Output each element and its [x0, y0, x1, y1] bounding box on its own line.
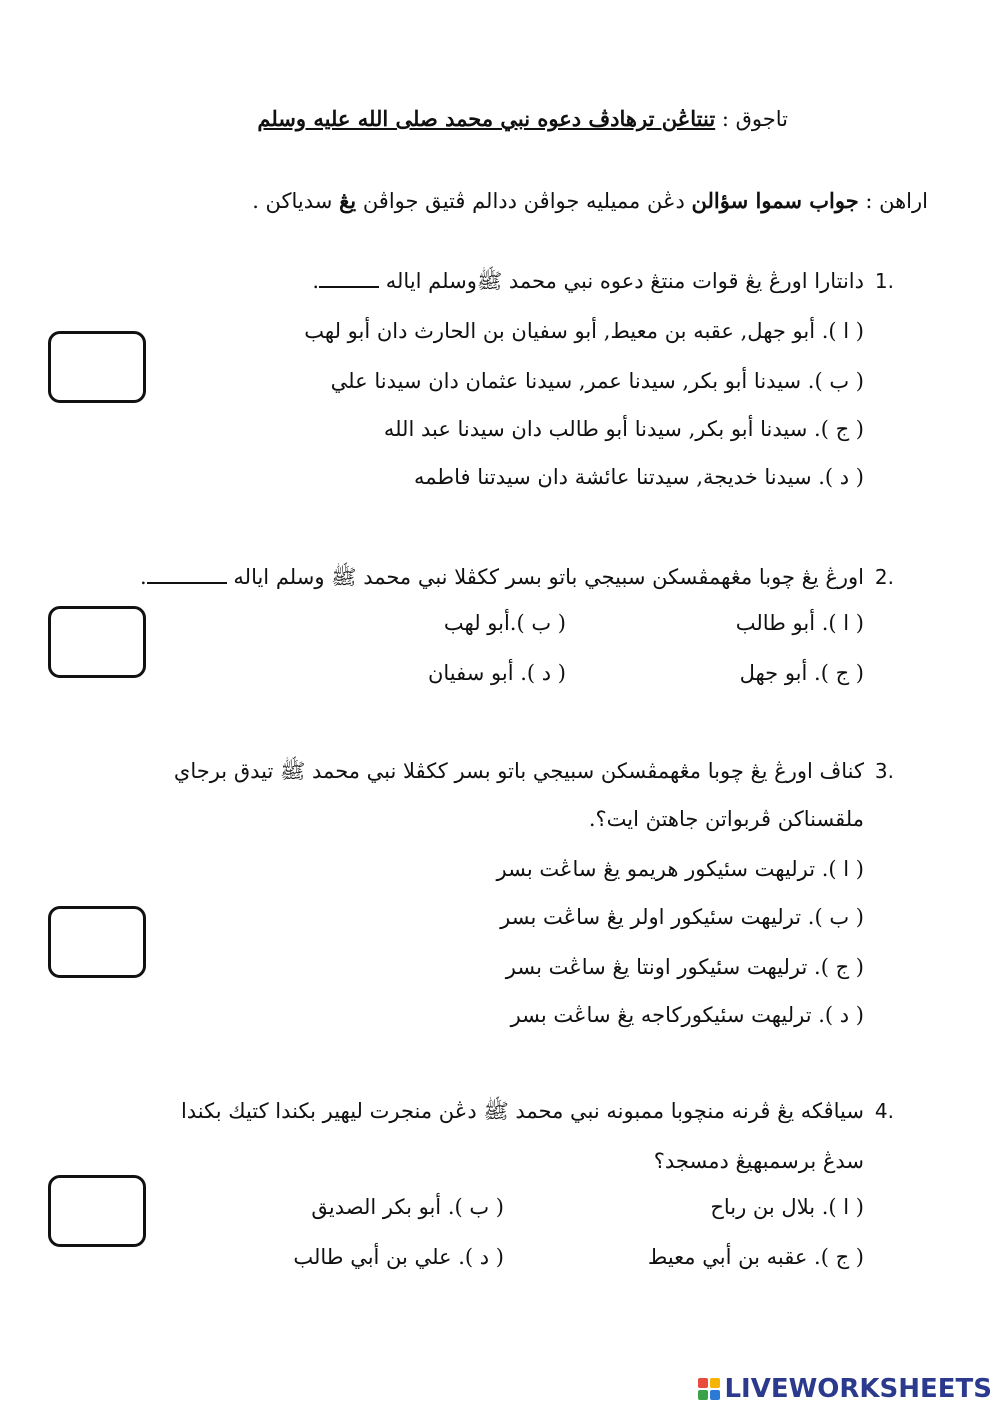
question-2-blank [147, 562, 227, 584]
question-1-option-d: ( د ). سيدنا خديجة, سيدتنا عائشة دان سيدتنا فاطمه [413, 465, 864, 489]
question-4-option-d: ( د ). علي بن أبي طالب [293, 1245, 504, 1269]
logo-text: LIVEWORKSHEETS [724, 1374, 992, 1404]
question-4-option-a: ( ا ). بلال بن رباح [710, 1195, 864, 1219]
page-title [257, 104, 788, 134]
question-3-option-d: ( د ). ترليهت سئيكوركاجه يڠ ساڠت بسر [510, 1003, 864, 1027]
question-2-option-a: ( ا ). أبو طالب [735, 611, 864, 635]
question-1-stem: دانتارا اورڠ يڠ قوات منتڠ دعوه نبي محمد ﷺوسلم اياله [385, 269, 864, 293]
question-1-option-b: ( ب ). سيدنا أبو بكر, سيدنا عمر, سيدنا عثمان دان سيدنا علي [330, 369, 864, 393]
question-4-number: 4. [874, 1099, 894, 1123]
question-3-option-b: ( ب ). ترليهت سئيكور اولر يڠ ساڠت بسر [500, 905, 864, 929]
instruction-rest: دڠن مميليه جواڤن ددالم ڤتيق جواڤن [362, 189, 685, 213]
question-3-option-c: ( ج ). ترليهت سئيكور اونتا يڠ ساڠت بسر [505, 955, 864, 979]
question-1-option-a: ( ا ). أبو جهل, عقبه بن معيط, أبو سفيان بن الحارث دان أبو لهب [304, 319, 864, 343]
title-prefix: تاجوق : [721, 107, 788, 131]
question-1-option-c: ( ج ). سيدنا أبو بكر, سيدنا أبو طالب دان سيدنا عبد الله [383, 417, 864, 441]
question-2-option-c: ( ج ). أبو جهل [739, 661, 864, 685]
liveworksheets-logo [698, 1373, 992, 1405]
question-3-option-a: ( ا ). ترليهت سئيكور هريمو يڠ ساڠت بسر [496, 857, 864, 881]
instruction-end: سدياكن . [252, 189, 333, 213]
question-4-option-c: ( ج ). عقبه بن أبي معيط [647, 1245, 864, 1269]
title-text: تنتاڠن ترهادڤ دعوه نبي محمد صلى الله عليه وسلم [257, 106, 716, 131]
question-1-text [312, 266, 864, 296]
question-2-number: 2. [874, 565, 894, 589]
question-2-option-b: ( ب ).أبو لهب [443, 611, 566, 635]
question-3-number: 3. [874, 759, 894, 783]
instruction-bold2: يڠ [339, 188, 357, 213]
instruction-bold: جواب سموا سؤالن [691, 188, 859, 213]
question-1-number: 1. [874, 269, 894, 293]
question-1-answer-box[interactable] [48, 331, 146, 403]
question-4-option-b: ( ب ). أبو بكر الصديق [311, 1195, 504, 1219]
question-1-blank [319, 266, 379, 288]
question-3-answer-box[interactable] [48, 906, 146, 978]
question-2-answer-box[interactable] [48, 606, 146, 678]
question-2-end: . [140, 565, 147, 589]
question-2-text [140, 562, 864, 592]
question-2-option-d: ( د ). أبو سفيان [427, 661, 566, 685]
question-4-text-line-2: سدڠ برسمبهيڠ دمسجد؟ [653, 1149, 864, 1173]
liveworksheets-mark-icon [698, 1378, 720, 1400]
instruction-prefix: اراهن : [865, 189, 928, 213]
question-2-stem: اورڠ يڠ چوبا مڠهمڤسكن سبيجي باتو بسر ككڤلا نبي محمد ﷺ وسلم اياله [233, 565, 864, 589]
question-4-text-line-1: سياڤكه يڠ ڤرنه منچوبا ممبونه نبي محمد ﷺ دڠن منجرت ليهير بكندا كتيك بكندا [180, 1099, 864, 1123]
question-3-text-line-2: ملقسناكن ڤربواتن جاهتڽ ايت؟. [588, 807, 864, 831]
question-4-answer-box[interactable] [48, 1175, 146, 1247]
question-3-text-line-1: كناڤ اورڠ يڠ چوبا مڠهمڤسكن سبيجي باتو بسر ككڤلا نبي محمد ﷺ تيدق برجاي [173, 759, 864, 783]
instruction [252, 186, 928, 216]
question-1-end: . [312, 269, 320, 293]
